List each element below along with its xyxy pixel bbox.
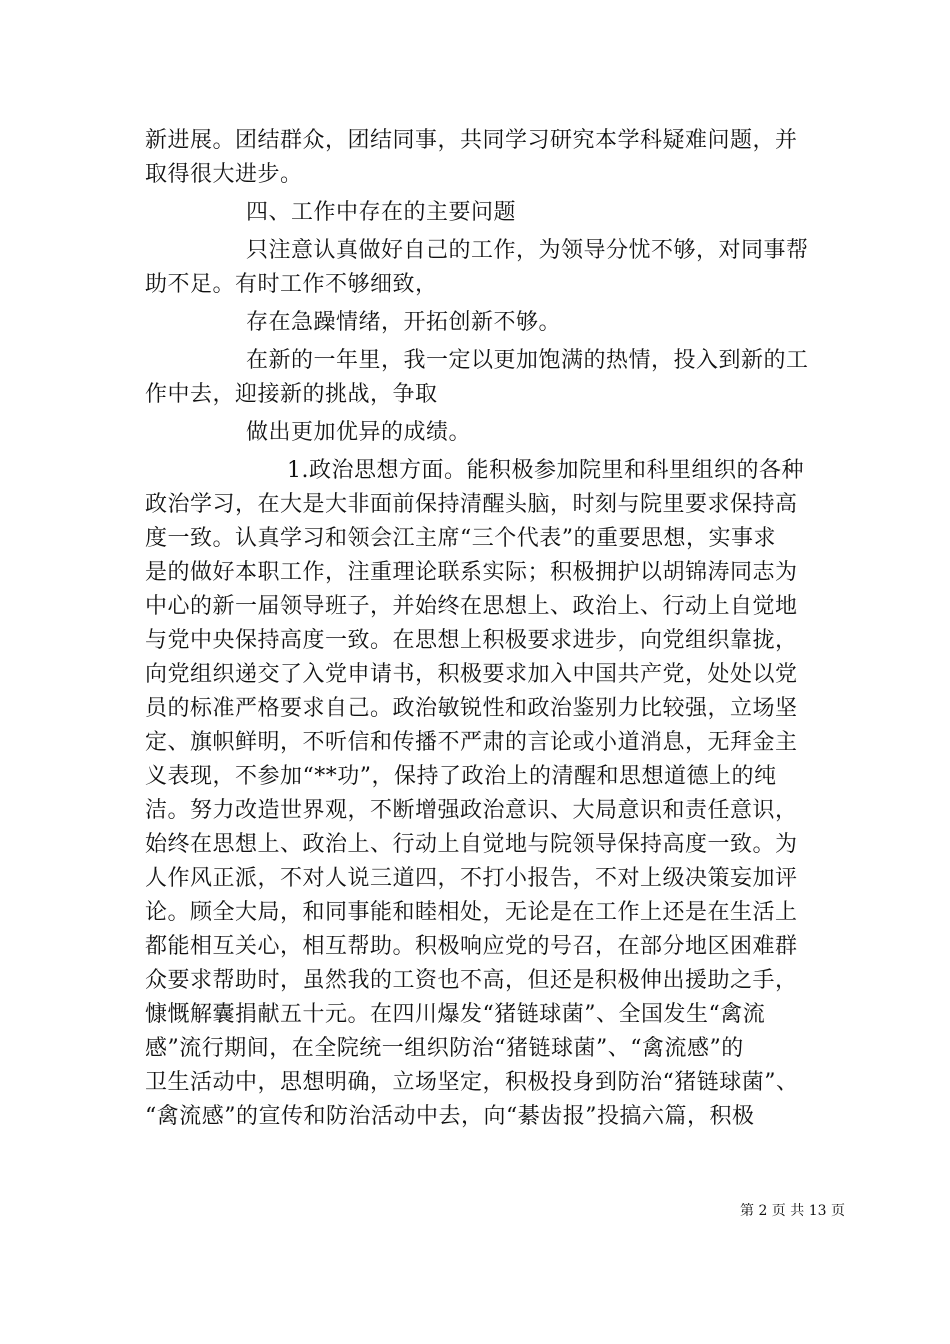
text-line: 众要求帮助时，虽然我的工资也不高，但还是积极伸出援助之手， — [145, 968, 798, 993]
text-line: 与党中央保持高度一致。在思想上积极要求进步，向党组织靠拢， — [145, 628, 798, 653]
text-line: 助不足。有时工作不够细致， — [145, 272, 438, 297]
text-line: 义表现，不参加“**功”，保持了政治上的清醒和思想道德上的纯 — [145, 764, 777, 789]
text-line: 取得很大进步。 — [145, 162, 303, 187]
text-line: 是的做好本职工作，注重理论联系实际；积极拥护以胡锦涛同志为 — [145, 560, 798, 585]
text-line: 作中去，迎接新的挑战，争取 — [145, 382, 438, 407]
text-line: 洁。努力改造世界观，不断增强政治意识、大局意识和责任意识， — [145, 798, 798, 823]
page-number-footer: 第 2 页 共 13 页 — [740, 1203, 845, 1219]
text-line: 论。顾全大局，和同事能和睦相处，无论是在工作上还是在生活上 — [145, 900, 798, 925]
text-line: 定、旗帜鲜明，不听信和传播不严肃的言论或小道消息，无拜金主 — [145, 730, 798, 755]
text-line: 向党组织递交了入党申请书，积极要求加入中国共产党，处处以党 — [145, 662, 798, 687]
text-line: 度一致。认真学习和领会江主席“三个代表”的重要思想，实事求 — [145, 526, 776, 551]
text-line: 慷慨解囊捐献五十元。在四川爆发“猪链球菌”、全国发生“禽流 — [145, 1002, 766, 1027]
text-line: 1.政治思想方面。能积极参加院里和科里组织的各种 — [287, 458, 804, 483]
text-line: 始终在思想上、政治上、行动上自觉地与院领导保持高度一致。为 — [145, 832, 798, 857]
text-line: 只注意认真做好自己的工作，为领导分忧不够，对同事帮 — [246, 238, 809, 263]
section-heading: 四、工作中存在的主要问题 — [246, 200, 517, 225]
text-line: 卫生活动中，思想明确，立场坚定，积极投身到防治“猪链球菌”、 — [145, 1070, 799, 1095]
text-line: 人作风正派，不对人说三道四，不打小报告，不对上级决策妄加评 — [145, 866, 798, 891]
text-line: 在新的一年里，我一定以更加饱满的热情，投入到新的工 — [246, 348, 809, 373]
text-line: 做出更加优异的成绩。 — [246, 420, 472, 445]
text-line: 感”流行期间，在全院统一组织防治“猪链球菌”、“禽流感”的 — [145, 1036, 744, 1061]
text-line: 新进展。团结群众，团结同事，共同学习研究本学科疑难问题，并 — [145, 128, 798, 153]
text-line: 中心的新一届领导班子，并始终在思想上、政治上、行动上自觉地 — [145, 594, 798, 619]
text-line: 员的标准严格要求自己。政治敏锐性和政治鉴别力比较强，立场坚 — [145, 696, 798, 721]
text-line: “禽流感”的宣传和防治活动中去，向“綦齿报”投搞六篇，积极 — [145, 1104, 755, 1129]
text-line: 政治学习，在大是大非面前保持清醒头脑，时刻与院里要求保持高 — [145, 492, 798, 517]
text-line: 都能相互关心，相互帮助。积极响应党的号召，在部分地区困难群 — [145, 934, 798, 959]
text-line: 存在急躁情绪，开拓创新不够。 — [246, 310, 562, 335]
